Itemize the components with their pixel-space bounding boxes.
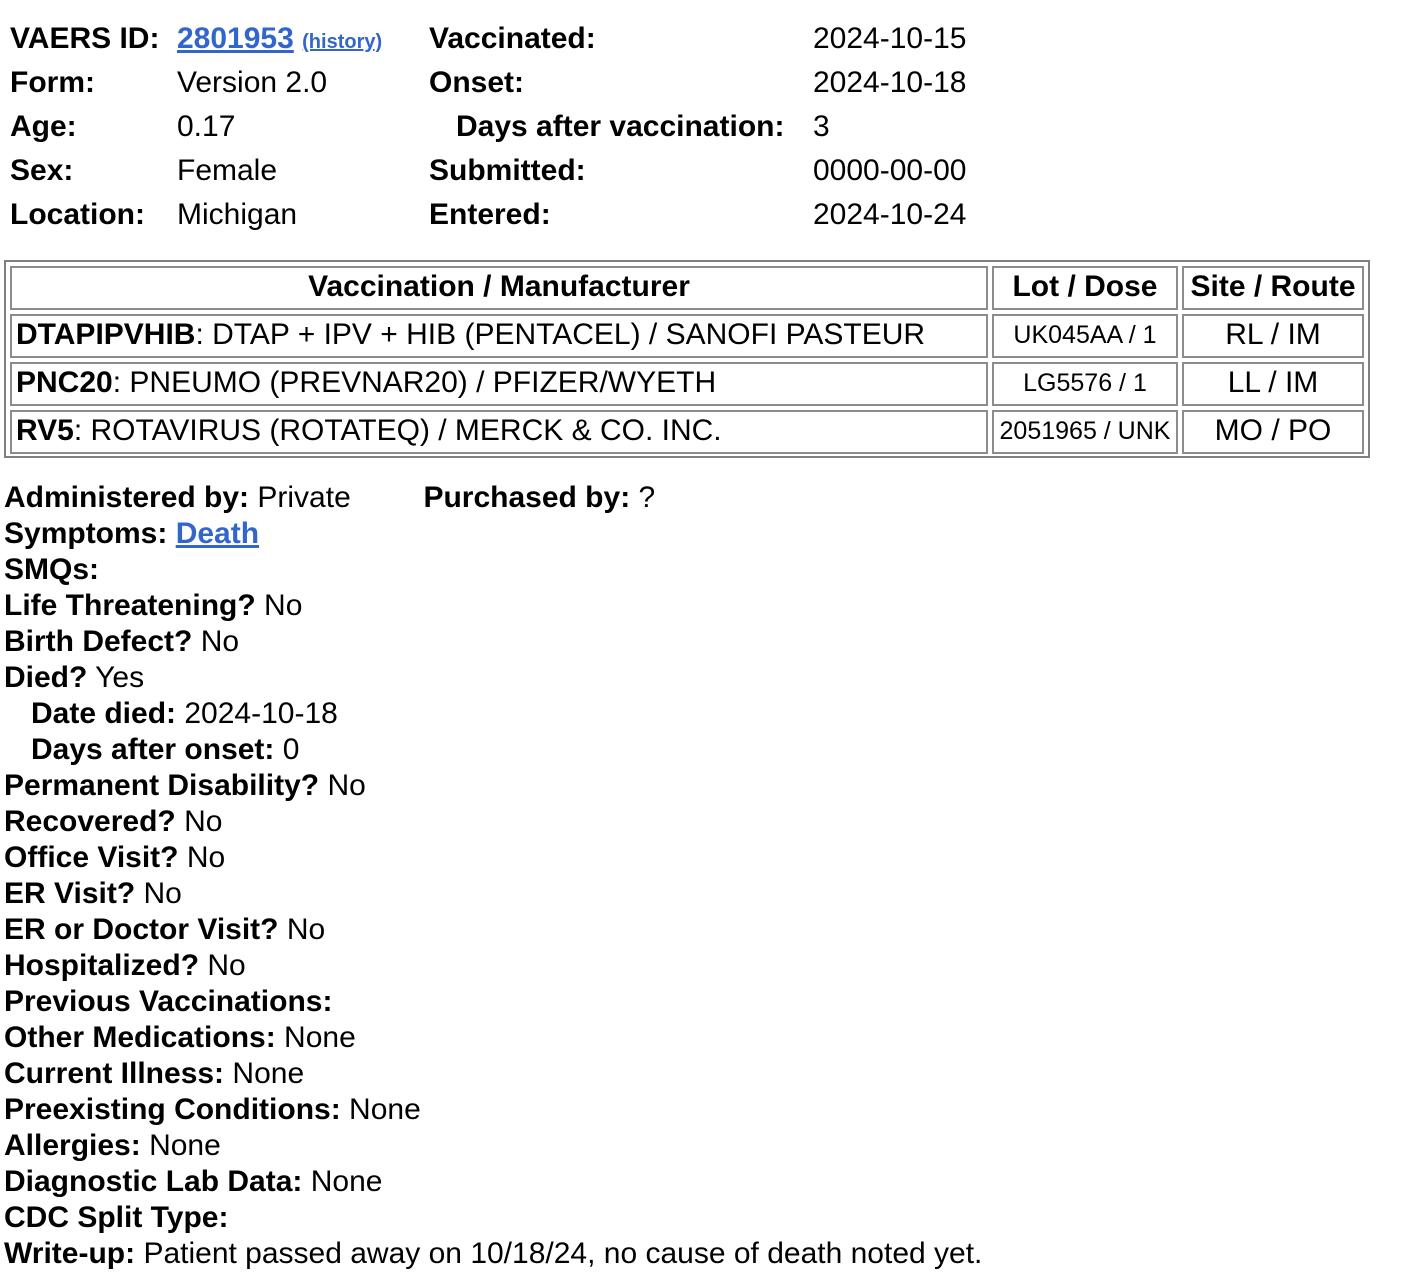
life-threatening-row (4, 588, 982, 624)
smqs-row (4, 552, 982, 588)
vaers-id-group (177, 17, 382, 64)
birth-defect-row (4, 624, 982, 660)
vaccine-description: : ROTAVIRUS (ROTATEQ) / MERCK & CO. INC. (73, 414, 722, 447)
purchased-label: Purchased by: (423, 481, 631, 514)
other-medications-label: Other Medications: (4, 1021, 276, 1054)
lot-dose-cell: LG5576 / 1 (992, 362, 1178, 406)
hospitalized-label: Hospitalized? (4, 949, 200, 982)
current-illness-label: Current Illness: (4, 1057, 225, 1090)
submitted-label: Submitted: (429, 154, 586, 187)
entered-value: 2024-10-24 (813, 198, 967, 231)
life-threatening-label: Life Threatening? (4, 589, 256, 622)
er-visit-value: No (143, 877, 182, 910)
previous-vaccinations-row (4, 984, 982, 1020)
col-header-lot-dose: Lot / Dose (992, 266, 1178, 310)
recovered-value: No (184, 805, 223, 838)
preexisting-conditions-label: Preexisting Conditions: (4, 1093, 341, 1126)
report-details (4, 480, 982, 1272)
location-label: Location: (10, 198, 145, 231)
allergies-value: None (149, 1129, 221, 1162)
site-route-cell: RL / IM (1182, 314, 1364, 358)
form-label: Form: (10, 66, 95, 99)
administered-value: Private (257, 481, 351, 514)
lab-data-row (4, 1164, 982, 1200)
vaccine-code: DTAPIPVHIB (16, 318, 196, 351)
header-row-form (10, 61, 1010, 105)
er-doctor-visit-label: ER or Doctor Visit? (4, 913, 279, 946)
onset-value: 2024-10-18 (813, 66, 967, 99)
other-medications-row (4, 1020, 982, 1056)
days-after-onset-row (4, 732, 982, 768)
birth-defect-value: No (200, 625, 240, 658)
er-doctor-visit-value: No (286, 913, 326, 946)
header-row-sex (10, 149, 1010, 193)
symptoms-label: Symptoms: (4, 517, 168, 550)
days-after-onset-label: Days after onset: (31, 733, 275, 766)
date-died-label: Date died: (31, 697, 177, 730)
office-visit-value: No (186, 841, 226, 874)
hospitalized-value: No (207, 949, 246, 982)
recovered-label: Recovered? (4, 805, 176, 838)
smqs-label: SMQs: (4, 553, 100, 586)
header-row-id (10, 17, 1010, 61)
days-after-vaccination-value: 3 (813, 110, 830, 143)
history-link[interactable]: (history) (302, 31, 383, 53)
purchased-value: ? (638, 481, 656, 514)
col-header-site-route: Site / Route (1182, 266, 1364, 310)
report-header (10, 17, 1010, 237)
symptom-death-link[interactable]: Death (175, 517, 260, 550)
vaccinated-label: Vaccinated: (429, 22, 596, 55)
sex-value: Female (177, 154, 278, 187)
cdc-split-type-row (4, 1200, 982, 1236)
current-illness-value: None (232, 1057, 305, 1090)
hospitalized-row (4, 948, 982, 984)
administered-purchased-row (4, 480, 982, 516)
permanent-disability-value: No (327, 769, 366, 802)
preexisting-conditions-row (4, 1092, 982, 1128)
vaccinated-value: 2024-10-15 (813, 22, 967, 55)
er-doctor-visit-row (4, 912, 982, 948)
vaccine-cell (10, 362, 988, 406)
died-label: Died? (4, 661, 88, 694)
header-row-location (10, 193, 1010, 237)
er-visit-label: ER Visit? (4, 877, 136, 910)
date-died-value: 2024-10-18 (184, 697, 338, 730)
writeup-row (4, 1236, 982, 1272)
lot-dose-cell: 2051965 / UNK (992, 410, 1178, 454)
sex-label: Sex: (10, 154, 74, 187)
er-visit-row (4, 876, 982, 912)
days-after-onset-value: 0 (282, 733, 300, 766)
symptoms-row (4, 516, 982, 552)
permanent-disability-label: Permanent Disability? (4, 769, 320, 802)
age-value: 0.17 (177, 110, 236, 143)
site-route-cell: LL / IM (1182, 362, 1364, 406)
other-medications-value: None (284, 1021, 356, 1054)
administered-label: Administered by: (4, 481, 250, 514)
office-visit-row (4, 840, 982, 876)
days-after-vaccination-label: Days after vaccination: (456, 110, 785, 143)
vaccine-code: PNC20 (16, 366, 113, 399)
form-value: Version 2.0 (177, 66, 328, 99)
vaers-id-label: VAERS ID: (10, 22, 160, 55)
writeup-label: Write-up: (4, 1237, 136, 1270)
entered-label: Entered: (429, 198, 551, 231)
cdc-split-type-label: CDC Split Type: (4, 1201, 229, 1234)
current-illness-row (4, 1056, 982, 1092)
vaccine-code: RV5 (16, 414, 74, 447)
recovered-row (4, 804, 982, 840)
lot-dose-cell: UK045AA / 1 (992, 314, 1178, 358)
writeup-text: Patient passed away on 10/18/24, no cause of death noted yet. (143, 1237, 983, 1270)
permanent-disability-row (4, 768, 982, 804)
vaccine-description: : PNEUMO (PREVNAR20) / PFIZER/WYETH (112, 366, 717, 399)
vaccine-table (4, 260, 1370, 458)
life-threatening-value: No (264, 589, 303, 622)
site-route-cell: MO / PO (1182, 410, 1364, 454)
allergies-label: Allergies: (4, 1129, 141, 1162)
office-visit-label: Office Visit? (4, 841, 179, 874)
vaers-id-link[interactable]: 2801953 (177, 22, 294, 55)
submitted-value: 0000-00-00 (813, 154, 967, 187)
vaccine-description: : DTAP + IPV + HIB (PENTACEL) / SANOFI PASTEUR (195, 318, 926, 351)
previous-vaccinations-label: Previous Vaccinations: (4, 985, 333, 1018)
died-value: Yes (95, 661, 145, 694)
vaccine-cell (10, 314, 988, 358)
vaccine-cell (10, 410, 988, 454)
onset-label: Onset: (429, 66, 525, 99)
date-died-row (4, 696, 982, 732)
location-value: Michigan (177, 198, 298, 231)
died-row (4, 660, 982, 696)
allergies-row (4, 1128, 982, 1164)
birth-defect-label: Birth Defect? (4, 625, 193, 658)
lab-data-value: None (310, 1165, 383, 1198)
lab-data-label: Diagnostic Lab Data: (4, 1165, 303, 1198)
preexisting-conditions-value: None (349, 1093, 421, 1126)
age-label: Age: (10, 110, 77, 143)
header-row-age (10, 105, 1010, 149)
col-header-vaccination: Vaccination / Manufacturer (10, 266, 988, 310)
